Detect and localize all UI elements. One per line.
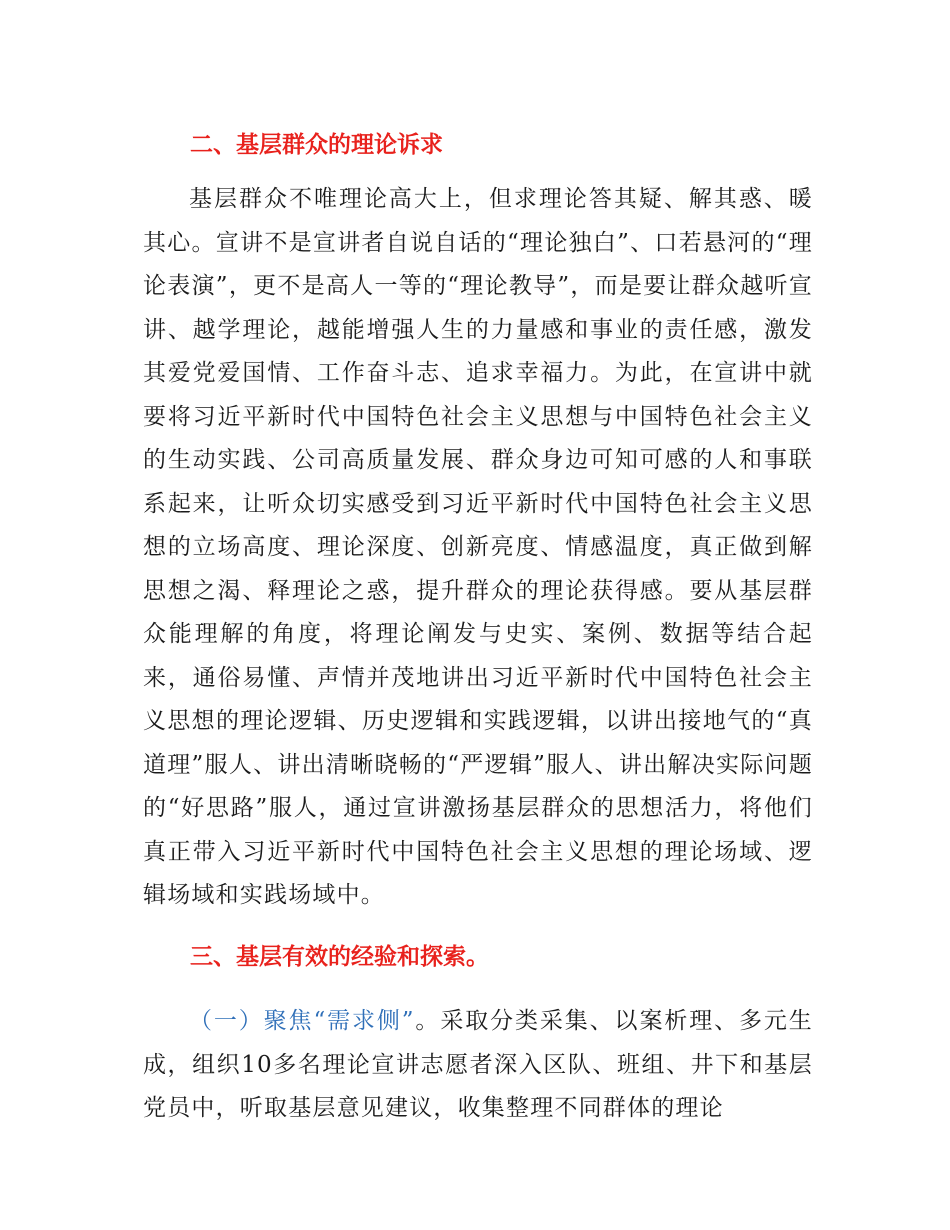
section-3-subsection-1-paragraph [143,1000,813,1131]
subsection-1-text: 。采取分类采集、以案析理、多元生成，组织10多名理论宣讲志愿者深入区队、班组、井下和基层党员中，听取基层意见建议，收集整理不同群体的理论 [143,1008,813,1121]
section-2-paragraph: 基层群众不唯理论高大上，但求理论答其疑、解其惑、暖其心。宣讲不是宣讲者自说自话的“理论独白”、口若悬河的“理论表演”，更不是高人一等的“理论教导”，而是要让群众越听宣讲、越学理论，越能增强人生的力量感和事业的责任感，激发其爱党爱国情、工作奋斗志、追求幸福力。为此，在宣讲中就要将习近平新时代中国特色社会主义思想与中国特色社会主义的生动实践、公司高质量发展、群众身边可知可感的人和事联系起来，让听众切实感受到习近平新时代中国特色社会主义思想的立场高度、理论深度、创新亮度、情感温度，真正做到解思想之渴、释理论之惑，提升群众的理论获得感。要从基层群众能理解的角度，将理论阐发与史实、案例、数据等结合起来，通俗易懂、声情并茂地讲出习近平新时代中国特色社会主义思想的理论逻辑、历史逻辑和实践逻辑，以讲出接地气的“真道理”服人、讲出清晰晓畅的“严逻辑”服人、讲出解决实际问题的“好思路”服人，通过宣讲激扬基层群众的思想活力，将他们真正带入习近平新时代中国特色社会主义思想的理论场域、逻辑场域和实践场域中。 [143,186,813,908]
section-3-heading: 三、基层有效的经验和探索。 [190,944,489,970]
subsection-1-label: （一）聚焦“需求侧” [189,1008,415,1034]
section-2-heading: 二、基层群众的理论诉求 [190,132,443,158]
